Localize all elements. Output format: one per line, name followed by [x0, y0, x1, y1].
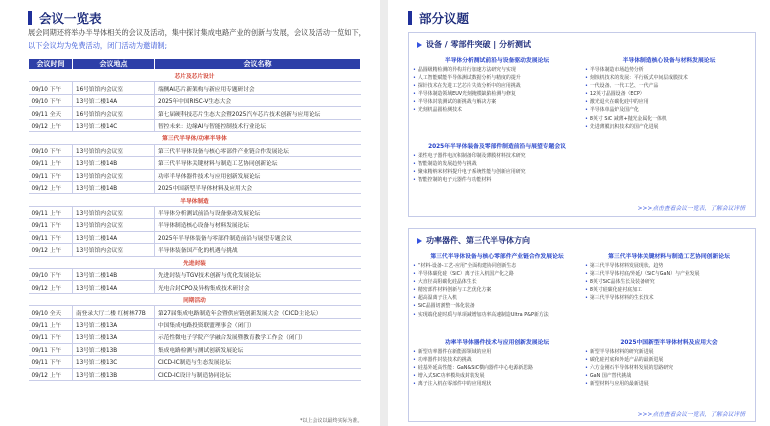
- forum-topic-item: [413, 278, 581, 286]
- page-title: 会议一览表: [39, 11, 102, 26]
- category-row: [29, 70, 361, 82]
- forum-block: [413, 251, 581, 319]
- forum-topic-item: [413, 286, 581, 294]
- intro-paragraph: [28, 26, 368, 52]
- cell-time: 09/12 上午: [29, 244, 73, 256]
- table-row: [29, 119, 361, 131]
- cell-time: 09/12 上午: [29, 368, 73, 380]
- cell-place: 13号馆二楼14A: [73, 94, 155, 106]
- bullet-icon: •: [413, 381, 416, 388]
- bullet-icon: •: [413, 75, 416, 82]
- topic-text: 大直径高阻碳化硅晶体生长: [417, 279, 477, 286]
- forum-topic-item: [413, 380, 581, 388]
- topic-text: 第三代半导体衬底/外延/（SiC与GaN）与产业发展: [589, 271, 700, 278]
- cell-time: 09/11 上午: [29, 318, 73, 330]
- cell-name: 第七届硬科技芯片生态大会暨2025汽车芯片技术创新与应用论坛: [155, 107, 361, 119]
- topic-panel-power: [408, 228, 756, 422]
- forum-topic-item: [413, 311, 581, 319]
- triangle-icon: [417, 42, 422, 48]
- category-row: [29, 194, 361, 206]
- forum-topic-item: [413, 98, 581, 106]
- forum-topic-item: [585, 294, 753, 302]
- cell-name: 集成电路检测与测试创新发展论坛: [155, 343, 361, 355]
- topic-text: 六方金刚石半导体材料发展的思路研究: [589, 365, 674, 372]
- cell-name: 半导体装备国产化的机遇与挑战: [155, 244, 361, 256]
- cell-name: 端侧AI芯片新架构与新应用专题研讨会: [155, 82, 361, 94]
- cell-time: 09/10 下午: [29, 269, 73, 281]
- forum-topic-item: [585, 106, 753, 114]
- cell-place: 13号馆二楼14B: [73, 269, 155, 281]
- forum-topic-item: [413, 74, 581, 82]
- forum-topic-item: [585, 90, 753, 98]
- cell-name: 2025年半导体装备与零部件制造前沿与展望专题会议: [155, 231, 361, 243]
- cell-place: 13号馆二楼13C: [73, 356, 155, 368]
- forum-topic-item: [413, 106, 581, 114]
- topic-text: 离子注入机在零部件中的应用现状: [417, 381, 492, 388]
- cell-name: 光电合封CPO及异构集成技术研讨会: [155, 281, 361, 293]
- bullet-icon: •: [585, 67, 588, 73]
- bullet-icon: •: [585, 123, 588, 130]
- cell-place: 13号馆二楼13B: [73, 368, 155, 380]
- topic-panel-equipment: [408, 32, 756, 217]
- topic-text: 刻蚀机技术的发展：平行板式中间层成膜技术: [589, 75, 688, 82]
- forum-topic-item: [585, 356, 753, 364]
- topic-text: 第三代半导体材料发展现状、趋势: [589, 263, 664, 269]
- cell-place: 13号馆二楼14A: [73, 231, 155, 243]
- forum-block: [413, 337, 581, 388]
- cell-place: 13号馆二楼14B: [73, 181, 155, 193]
- footnote: *以上会议以最终实际为准。: [300, 418, 363, 424]
- cell-time: 09/11 下午: [29, 343, 73, 355]
- forum-block: [585, 251, 753, 302]
- cell-place: 13号馆馆内会议室: [73, 169, 155, 181]
- category-label: 芯片及芯片设计: [29, 70, 361, 82]
- forum-topic-item: [585, 364, 753, 372]
- panel-title: [417, 235, 530, 246]
- topic-text: 第三代半导体材料的生长技术: [589, 295, 654, 302]
- topic-text: 柔性电子器件电沉积制备印制及薄膜材料技术研究: [417, 153, 526, 159]
- forum-topic-item: [585, 286, 753, 294]
- topic-text: 半导体碳化硅（SiC）离子注入机国产化之路: [417, 271, 514, 278]
- table-row: [29, 281, 361, 293]
- forum-title: 2025中国新型半导体材料及应用大会: [620, 340, 718, 346]
- category-label: 半导体制造: [29, 194, 361, 206]
- topic-text: 新型功率器件在新能源领域的应用: [417, 349, 492, 355]
- cell-time: 09/11 下午: [29, 231, 73, 243]
- cell-place: 13号馆二楼14B: [73, 157, 155, 169]
- bullet-icon: •: [413, 295, 416, 302]
- header-place: 会议地点: [73, 59, 155, 70]
- category-row: [29, 132, 361, 144]
- forum-title: 第三代半导体设备与核心零部件产业链合作发展论坛: [430, 254, 564, 260]
- cell-name: 2025年中国RISC-V生态大会: [155, 94, 361, 106]
- cell-name: CICD-IC制造与生态发展论坛: [155, 356, 361, 368]
- header-time: 会议时间: [29, 59, 73, 70]
- table-row: [29, 331, 361, 343]
- cell-place: 13号馆二楼13A: [73, 318, 155, 330]
- table-row: [29, 144, 361, 156]
- title-accent-bar: [28, 11, 32, 25]
- forum-title: 2025年半导体装备及零部件制造前沿与展望专题会议: [428, 144, 566, 150]
- topic-text: 精密部件材料创新与工艺优化方案: [417, 287, 492, 294]
- category-row: [29, 256, 361, 268]
- cell-name: 功率半导体器件技术与应用创新发展论坛: [155, 169, 361, 181]
- topic-text: 半导体单晶炉及国产化: [589, 107, 639, 114]
- table-row: [29, 169, 361, 181]
- cell-name: 半导体分析测试前沿与设备驱动发展论坛: [155, 206, 361, 218]
- topic-text: 晶圆级精检测的异构并行加速方法研究与实现: [417, 67, 516, 73]
- cell-time: 09/10 下午: [29, 82, 73, 94]
- topic-text: 实现端化硅时质与单项减增加功率高速制造Ultra P&P新方法: [417, 311, 549, 318]
- cell-place: 13号馆馆内会议室: [73, 144, 155, 156]
- forum-topic-item: [585, 115, 753, 123]
- forum-topic-item: [585, 270, 753, 278]
- cell-name: 第三代半导体设备与核心零部件产业链合作发展论坛: [155, 144, 361, 156]
- bullet-icon: •: [585, 271, 588, 278]
- more-details-link[interactable]: >>>点击查看会议一览表，了解会议详情: [637, 412, 745, 418]
- category-label: 第三代半导体/功率半导体: [29, 132, 361, 144]
- table-row: [29, 231, 361, 243]
- conference-table: [28, 58, 361, 381]
- cell-name: 示范性微电子学院产学融合发展暨教育教学工作会（闭门）: [155, 331, 361, 343]
- topic-text: 超高温离子注入机: [417, 295, 458, 302]
- triangle-icon: [417, 238, 422, 244]
- cell-name: 第三代半导体关键材料与制造工艺协同创新论坛: [155, 157, 361, 169]
- topic-text: 光刻机晶圆检测技术: [417, 107, 462, 114]
- intro-highlight: 以下会议均为免费活动，闭门活动为邀请制;: [28, 41, 167, 50]
- bullet-icon: •: [585, 263, 588, 269]
- topic-text: 增入式SiC功率模块成封装发展: [417, 373, 485, 380]
- table-row: [29, 94, 361, 106]
- topic-text: “材料-设备-工艺-应用”全面构建协同创新生态: [417, 263, 517, 269]
- section-header: [28, 9, 102, 27]
- topic-text: 半导体制造市场趋势分析: [589, 67, 644, 73]
- cell-place: 13号馆二楼14C: [73, 119, 155, 131]
- topic-text: SiC晶圆切割整一体化装备: [417, 303, 475, 310]
- bullet-icon: •: [413, 161, 416, 168]
- bullet-icon: •: [413, 365, 416, 372]
- cell-time: 09/10 下午: [29, 144, 73, 156]
- table-body: [29, 70, 361, 381]
- cell-time: 09/11 全天: [29, 107, 73, 119]
- topic-text: 探针技术在先进工艺芯片失效分析中的应用挑战: [417, 83, 521, 90]
- bullet-icon: •: [585, 115, 588, 122]
- cell-place: 13号馆馆内会议室: [73, 206, 155, 218]
- panel-title-text: 设备 / 零部件突破 | 分析测试: [426, 40, 531, 49]
- forum-topic-item: [585, 278, 753, 286]
- cell-name: 先进封装与TGV技术创新与优化发展论坛: [155, 269, 361, 281]
- forum-topic-item: [413, 348, 581, 356]
- bullet-icon: •: [413, 303, 416, 310]
- title-accent-bar: [408, 11, 412, 25]
- bullet-icon: •: [585, 373, 588, 380]
- forum-topic-item: [413, 90, 581, 98]
- forum-title: 半导体制造核心设备与材料发展论坛: [622, 58, 716, 64]
- forum-topic-item: [413, 66, 581, 74]
- topic-text: 新型半导体材料的研究新进展: [589, 349, 654, 355]
- cell-time: 09/12 上午: [29, 119, 73, 131]
- forum-topic-item: [413, 270, 581, 278]
- forum-topic-item: [413, 262, 581, 270]
- forum-topic-item: [585, 348, 753, 356]
- topic-text: 智能制造的发展趋势与挑战: [417, 161, 477, 168]
- topic-text: 12英寸晶圆设备（ECP）: [589, 91, 645, 98]
- bullet-icon: •: [585, 365, 588, 372]
- panel-title-text: 功率器件、第三代半导体方向: [426, 236, 530, 245]
- forum-topic-item: [413, 294, 581, 302]
- cell-time: 09/11 下午: [29, 169, 73, 181]
- bullet-icon: •: [585, 349, 588, 355]
- cell-name: 智控未来：边缘AI与智能控制技术行业论坛: [155, 119, 361, 131]
- cell-time: 09/11 上午: [29, 206, 73, 218]
- table-row: [29, 157, 361, 169]
- cell-time: 09/10 下午: [29, 94, 73, 106]
- cell-place: 南登录大厅二楼 红树林77B: [73, 306, 155, 318]
- forum-topic-item: [413, 176, 581, 184]
- cell-name: 2025中国新型半导体材料及应用大会: [155, 181, 361, 193]
- forum-topic-item: [413, 82, 581, 90]
- topic-text: 碳化硅衬底和外延产品的最新进展: [589, 357, 664, 364]
- topic-text: 一代设备、一代工艺、一代产品: [589, 83, 659, 90]
- forum-topic-item: [413, 168, 581, 176]
- bullet-icon: •: [413, 177, 416, 184]
- forum-topic-item: [585, 123, 753, 131]
- table-row: [29, 306, 361, 318]
- topic-text: 聚束精纳米材料提升电子系统性能与创新应用研究: [417, 169, 526, 176]
- category-label: 同期活动: [29, 293, 361, 305]
- forum-topic-item: [585, 82, 753, 90]
- cell-place: 13号馆馆内会议室: [73, 244, 155, 256]
- table-header-row: [29, 59, 361, 70]
- topic-text: 功率器件封装技术的挑战: [417, 357, 472, 364]
- table-row: [29, 107, 361, 119]
- page-title: 部分议题: [419, 11, 470, 26]
- table-row: [29, 343, 361, 355]
- topic-text: 新型材料与应用的最新进展: [589, 381, 649, 388]
- topic-text: 硅基外延高性能：GaN&SiC横向器件中心电源新思路: [417, 365, 533, 372]
- bullet-icon: •: [413, 357, 416, 364]
- cell-time: 09/11 上午: [29, 157, 73, 169]
- forum-topic-item: [413, 364, 581, 372]
- bullet-icon: •: [413, 169, 416, 176]
- topic-text: 半导体制造领域EUV光刻掩模缺陷检测与修复: [417, 91, 516, 98]
- topic-text: 8英寸硅碳化硅衬底加工: [589, 287, 642, 294]
- cell-time: 09/12 上午: [29, 281, 73, 293]
- table-row: [29, 318, 361, 330]
- bullet-icon: •: [585, 91, 588, 98]
- forum-topic-item: [585, 74, 753, 82]
- category-label: 先进封装: [29, 256, 361, 268]
- more-details-link[interactable]: >>>点击查看会议一览表，了解会议详情: [637, 206, 745, 212]
- bullet-icon: •: [413, 83, 416, 90]
- forum-block: [585, 55, 753, 131]
- topic-text: 人工智能赋能半导体测试数据分析与精度的提升: [417, 75, 521, 82]
- forum-block: [585, 337, 753, 388]
- bullet-icon: •: [413, 91, 416, 98]
- topic-text: 半导体封装测试的新挑战与解决方案: [417, 99, 497, 106]
- bullet-icon: •: [585, 75, 588, 82]
- bullet-icon: •: [585, 83, 588, 90]
- cell-place: 16号馆馆内会议室: [73, 107, 155, 119]
- topic-text: 智能控制的电子元器件与功能材料: [417, 177, 492, 184]
- cell-place: 13号馆二楼14A: [73, 281, 155, 293]
- table-row: [29, 206, 361, 218]
- cell-place: 13号馆二楼13A: [73, 331, 155, 343]
- topic-text: 8英寸 SiC 减薄+抛光金属化一体机: [589, 115, 667, 122]
- bullet-icon: •: [585, 107, 588, 114]
- bullet-icon: •: [413, 287, 416, 294]
- forum-topic-item: [413, 160, 581, 168]
- category-row: [29, 293, 361, 305]
- table-row: [29, 269, 361, 281]
- cell-place: 13号馆二楼13B: [73, 343, 155, 355]
- forum-title: 半导体分析测试前沿与设备驱动发展论坛: [444, 58, 550, 64]
- forum-title: 第三代半导体关键材料与制造工艺协同创新论坛: [608, 254, 730, 260]
- bullet-icon: •: [585, 381, 588, 388]
- table-row: [29, 181, 361, 193]
- bullet-icon: •: [413, 271, 416, 278]
- forum-title: 功率半导体器件技术与应用创新发展论坛: [444, 340, 550, 346]
- cell-time: 09/11 下午: [29, 331, 73, 343]
- header-name: 会议名称: [155, 59, 361, 70]
- section-header: [408, 9, 469, 27]
- topic-text: 先进薄膜沉积技术的国产化进展: [589, 123, 659, 130]
- cell-name: 第27届集成电路制造年会暨供应链创新发展大会（CICD主论坛）: [155, 306, 361, 318]
- forum-topic-item: [413, 302, 581, 310]
- cell-time: 09/11 下午: [29, 219, 73, 231]
- topic-text: 8英寸SiC晶体生长及装备研究: [589, 279, 655, 286]
- right-page: [388, 0, 770, 426]
- forum-block: [413, 55, 581, 115]
- table-row: [29, 244, 361, 256]
- bullet-icon: •: [413, 279, 416, 286]
- cell-name: CICD-IC设计与制造协同论坛: [155, 368, 361, 380]
- cell-time: 09/11 下午: [29, 356, 73, 368]
- forum-topic-item: [413, 356, 581, 364]
- bullet-icon: •: [413, 153, 416, 159]
- bullet-icon: •: [585, 279, 588, 286]
- cell-place: 13号馆馆内会议室: [73, 219, 155, 231]
- forum-topic-item: [413, 152, 581, 160]
- bullet-icon: •: [413, 349, 416, 355]
- bullet-icon: •: [413, 99, 416, 106]
- bullet-icon: •: [413, 311, 416, 318]
- bullet-icon: •: [585, 295, 588, 302]
- forum-topic-item: [585, 98, 753, 106]
- bullet-icon: •: [585, 357, 588, 364]
- cell-place: 16号馆馆内会议室: [73, 82, 155, 94]
- forum-topic-item: [585, 380, 753, 388]
- bullet-icon: •: [413, 107, 416, 114]
- bullet-icon: •: [585, 287, 588, 294]
- cell-name: 半导体制造核心设备与材料发展论坛: [155, 219, 361, 231]
- bullet-icon: •: [413, 67, 416, 73]
- table-row: [29, 82, 361, 94]
- cell-time: 09/10 全天: [29, 306, 73, 318]
- forum-topic-item: [585, 66, 753, 74]
- cell-time: 09/12 上午: [29, 181, 73, 193]
- forum-topic-item: [585, 262, 753, 270]
- topic-text: 激光退火在碳化硅中的应用: [589, 99, 649, 106]
- panel-title: [417, 39, 531, 50]
- bullet-icon: •: [585, 99, 588, 106]
- table-row: [29, 356, 361, 368]
- forum-topic-item: [413, 372, 581, 380]
- bullet-icon: •: [413, 263, 416, 269]
- forum-block: [413, 141, 581, 184]
- left-page: [0, 0, 380, 426]
- table-row: [29, 219, 361, 231]
- forum-topic-item: [585, 372, 753, 380]
- bullet-icon: •: [413, 373, 416, 380]
- topic-text: GaN 国产替代挑战: [589, 373, 632, 380]
- cell-name: 中国集成电路投资联盟理事会（闭门）: [155, 318, 361, 330]
- intro-text: 展会同期还将举办半导体相关的会议及活动，集中探讨集成电路产业的创新与发展，会议及活动一览如下，: [28, 28, 366, 37]
- table-row: [29, 368, 361, 380]
